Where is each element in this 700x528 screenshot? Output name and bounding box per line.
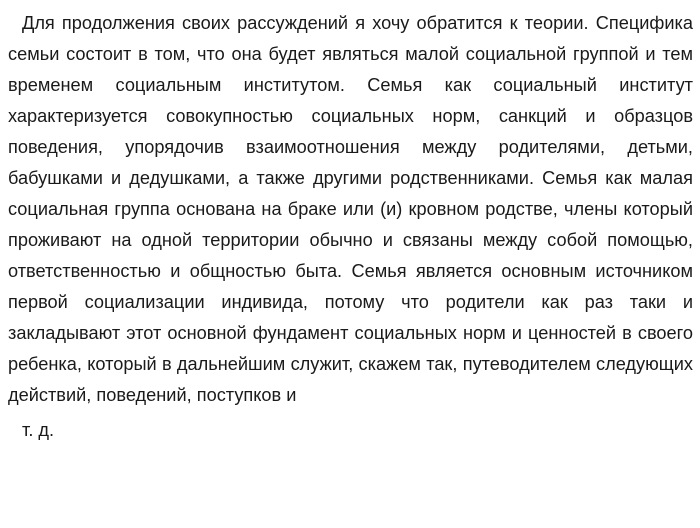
document-body	[8, 8, 693, 446]
paragraph-ending: т. д.	[22, 420, 55, 440]
main-paragraph: Для продолжения своих рассуждений я хочу обратится к теории. Специфика семьи состоит в том, что она будет являться малой социальной группой и тем временем социальным институтом. Семья как социальный институт характеризуется совокупностью социальных норм, санкций и образцов поведения, упорядочив взаимоотношения между родителями, детьми, бабушками и дедушками, а также другими родственниками. Семья как малая социальная группа основана на браке или (и) кровном родстве, члены который проживают на одной территории обычно и связаны между собой помощью, ответственностью и общностью быта. Семья является основным источником первой социализации индивида, потому что родители как раз таки и закладывают этот основной фундамент социальных норм и ценностей в своего ребенка, который в дальнейшим служит, скажем так, путеводителем следующих действий, поведений, поступков и	[8, 13, 693, 405]
